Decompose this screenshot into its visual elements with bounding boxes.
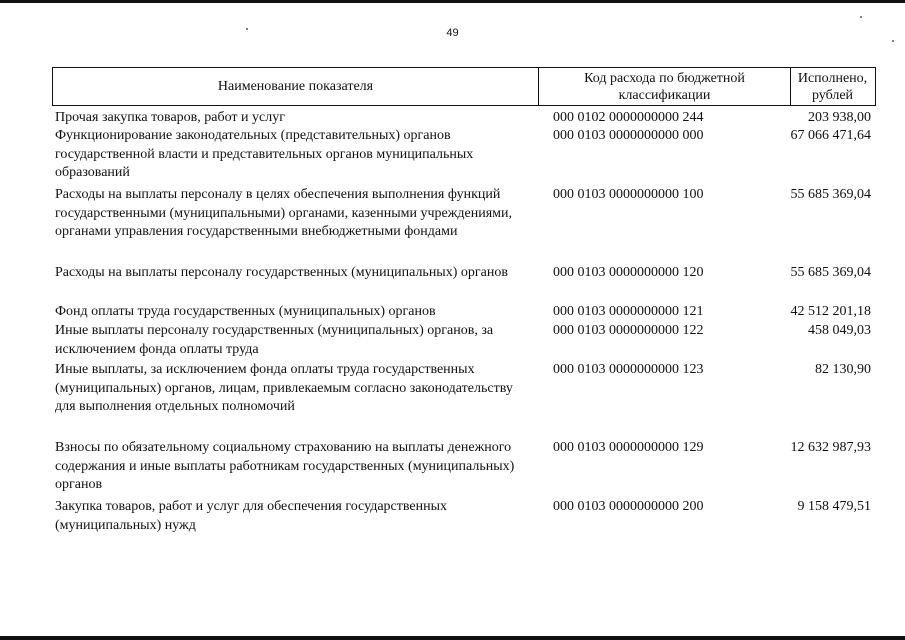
page-number: 49 bbox=[446, 27, 459, 39]
row-name: Закупка товаров, работ и услуг для обеспечения государственных (муниципальных) нужд bbox=[55, 499, 448, 533]
row-code: 000 0103 0000000000 200 bbox=[553, 499, 704, 514]
row-code: 000 0103 0000000000 122 bbox=[553, 323, 704, 338]
row-code: 000 0103 0000000000 100 bbox=[553, 187, 704, 202]
row-name: Фонд оплаты труда государственных (муниципальных) органов bbox=[55, 304, 436, 319]
row-code: 000 0103 0000000000 129 bbox=[553, 440, 704, 455]
row-amount: 9 158 479,51 bbox=[797, 499, 871, 514]
bottom-border bbox=[0, 636, 905, 640]
header-executed: Исполнено, рублей bbox=[790, 68, 874, 105]
row-amount: 55 685 369,04 bbox=[790, 265, 871, 280]
row-amount: 55 685 369,04 bbox=[790, 187, 871, 202]
row-amount: 12 632 987,93 bbox=[790, 440, 871, 455]
row-name: Функционирование законодательных (представительных) органов государственной власти и представительных органов муниципальных образований bbox=[55, 128, 474, 180]
row-name: Иные выплаты персоналу государственных (муниципальных) органов, за исключением фонда оплаты труда bbox=[55, 323, 494, 357]
row-amount: 67 066 471,64 bbox=[790, 128, 871, 143]
row-amount: 82 130,90 bbox=[815, 362, 871, 377]
row-name: Иные выплаты, за исключением фонда оплаты труда государственных (муниципальных) органов, лицам, привлекаемым согласно законодательству для выполнения отдельных полномочий bbox=[55, 362, 513, 414]
row-code: 000 0103 0000000000 120 bbox=[553, 265, 704, 280]
row-amount: 458 049,03 bbox=[808, 323, 871, 338]
row-code: 000 0103 0000000000 000 bbox=[553, 128, 704, 143]
row-code: 000 0103 0000000000 123 bbox=[553, 362, 704, 377]
row-name: Прочая закупка товаров, работ и услуг bbox=[55, 110, 285, 125]
scan-speck bbox=[892, 40, 894, 42]
row-name: Расходы на выплаты персоналу государственных (муниципальных) органов bbox=[55, 265, 508, 280]
row-amount: 42 512 201,18 bbox=[790, 304, 871, 319]
scan-speck bbox=[860, 16, 862, 18]
row-code: 000 0102 0000000000 244 bbox=[553, 110, 704, 125]
row-code: 000 0103 0000000000 121 bbox=[553, 304, 704, 319]
row-name: Взносы по обязательному социальному страхованию на выплаты денежного содержания и иные выплаты работникам государственных (муниципальных) органов bbox=[55, 440, 515, 492]
header-name: Наименование показателя bbox=[217, 79, 374, 94]
top-border bbox=[0, 0, 905, 3]
row-name: Расходы на выплаты персоналу в целях обеспечения выполнения функций государственными (муниципальными) органами, казенными учреждениями, органами управления государственными внебюджетными фондами bbox=[55, 187, 512, 239]
table-header bbox=[52, 67, 876, 106]
header-code: Код расхода по бюджетной классификации bbox=[538, 68, 790, 105]
row-amount: 203 938,00 bbox=[808, 110, 871, 125]
